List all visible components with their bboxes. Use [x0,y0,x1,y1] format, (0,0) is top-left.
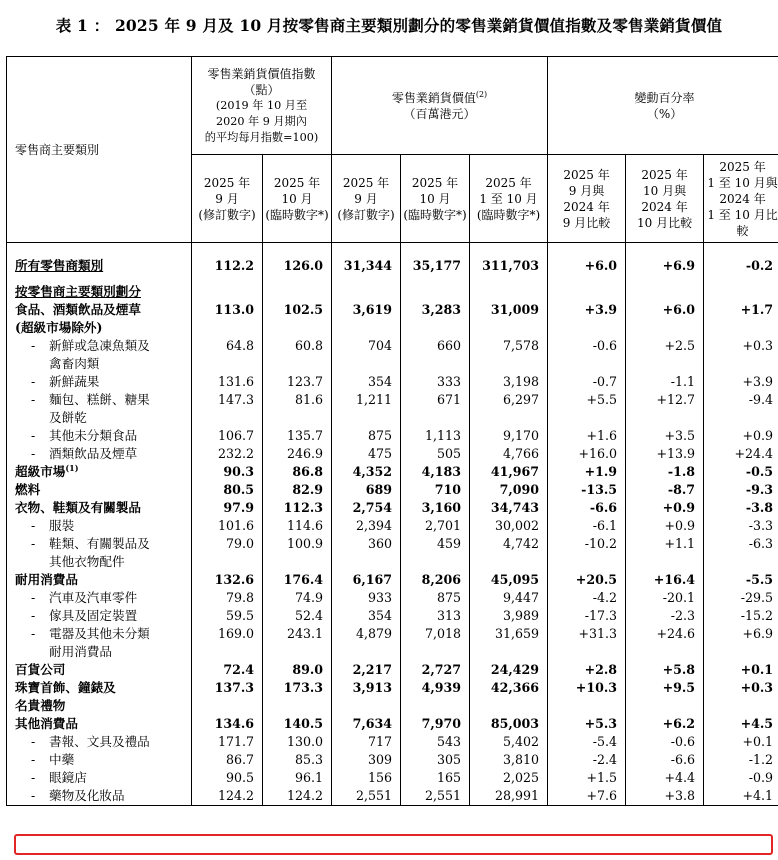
value-cell: -0.9 [704,769,778,787]
value-cell: -6.6 [626,751,704,769]
value-group-header: 零售業銷貨價值$^{(2)}$ （百萬港元） [332,57,548,155]
value-cell: 7,634 [332,715,401,733]
table-row [7,625,778,661]
row-label: 按零售商主要類別劃分 [7,283,192,301]
table-row [7,769,778,787]
value-cell: 7,090 [470,481,548,499]
value-cell: 140.5 [263,715,332,733]
value-cell: 2,727 [401,661,470,679]
value-cell: 4,879 [332,625,401,661]
value-cell: +5.8 [626,661,704,679]
row-label: - 傢具及固定裝置 [7,607,192,625]
table-row [7,283,778,301]
value-cell: +3.5 [626,427,704,445]
value-cell: 933 [332,589,401,607]
value-cell: 305 [401,751,470,769]
value-cell: 2,394 [332,517,401,535]
table-row [7,373,778,391]
value-cell: 4,742 [470,535,548,571]
table-row [7,535,778,571]
value-cell: 90.3 [192,463,263,481]
value-cell: 2,025 [470,769,548,787]
table-row [7,243,778,258]
value-cell: 60.8 [263,337,332,373]
column-header-7: 2025 年 10 月與 2024 年 10 月比較 [626,155,704,243]
empty-cell [7,275,192,283]
row-label: - 書報、文具及禮品 [7,733,192,751]
value-cell: 6,167 [332,571,401,589]
table-row [7,427,778,445]
row-label: - 新鮮或急凍魚類及 禽畜肉類 [7,337,192,373]
row-label: - 電器及其他未分類 耐用消費品 [7,625,192,661]
category-column-header: 零售商主要類別 [7,57,192,243]
value-cell: 106.7 [192,427,263,445]
value-cell: -29.5 [704,589,778,607]
value-cell: 232.2 [192,445,263,463]
value-cell: 124.2 [263,787,332,806]
table-row [7,337,778,373]
table-row [7,571,778,589]
value-cell: 4,183 [401,463,470,481]
value-cell: 45,095 [470,571,548,589]
value-cell: 2,551 [401,787,470,806]
value-cell: 9,447 [470,589,548,607]
empty-cell [626,275,704,283]
value-cell: 126.0 [263,257,332,275]
value-cell: -6.6 [548,499,626,517]
value-cell: +2.8 [548,661,626,679]
row-label: - 酒類飲品及煙草 [7,445,192,463]
value-cell: 660 [401,337,470,373]
value-cell: +0.3 [704,679,778,715]
value-cell: +20.5 [548,571,626,589]
value-cell: 2,551 [332,787,401,806]
value-cell: -0.6 [548,337,626,373]
column-header-3: 2025 年 9 月 (修訂數字) [332,155,401,243]
empty-cell [704,283,778,301]
value-cell: 169.0 [192,625,263,661]
retail-table-wrapper [6,56,778,806]
value-cell: 2,754 [332,499,401,517]
value-cell: 311,703 [470,257,548,275]
value-cell: +1.1 [626,535,704,571]
row-label: - 麵包、糕餅、糖果 及餅乾 [7,391,192,427]
value-cell: 717 [332,733,401,751]
table-row [7,301,778,337]
value-cell: 333 [401,373,470,391]
value-cell: 42,366 [470,679,548,715]
value-cell: +4.4 [626,769,704,787]
value-cell: 72.4 [192,661,263,679]
value-cell: +31.3 [548,625,626,661]
value-cell: 313 [401,607,470,625]
table-row [7,733,778,751]
empty-cell [332,283,401,301]
value-cell: +1.6 [548,427,626,445]
value-cell: 24,429 [470,661,548,679]
value-cell: 86.7 [192,751,263,769]
value-cell: -17.3 [548,607,626,625]
row-label: - 新鮮蔬果 [7,373,192,391]
index-group-header: 零售業銷貨價值指數 （點） (2019 年 10 月至 2020 年 9 月期內 的平均每月指數=100) [192,57,332,155]
empty-cell [548,243,626,258]
value-cell: 101.6 [192,517,263,535]
empty-cell [332,243,401,258]
value-cell: 59.5 [192,607,263,625]
value-cell: 3,810 [470,751,548,769]
value-cell: +10.3 [548,679,626,715]
empty-cell [626,283,704,301]
value-cell: 704 [332,337,401,373]
empty-cell [7,243,192,258]
value-cell: 165 [401,769,470,787]
column-header-1: 2025 年 9 月 (修訂數字) [192,155,263,243]
table-row [7,257,778,275]
row-label: 耐用消費品 [7,571,192,589]
value-cell: 171.7 [192,733,263,751]
value-cell: 3,989 [470,607,548,625]
value-cell: 96.1 [263,769,332,787]
value-cell: 124.2 [192,787,263,806]
empty-cell [192,275,263,283]
value-cell: +3.9 [704,373,778,391]
value-cell: 689 [332,481,401,499]
value-cell: +24.4 [704,445,778,463]
column-header-6: 2025 年 9 月與 2024 年 9 月比較 [548,155,626,243]
row-label: 食品、酒類飲品及煙草 (超級市場除外) [7,301,192,337]
table-row [7,715,778,733]
value-cell: -1.1 [626,373,704,391]
value-cell: 176.4 [263,571,332,589]
value-cell: -15.2 [704,607,778,625]
value-cell: 2,217 [332,661,401,679]
row-label: - 其他未分類食品 [7,427,192,445]
table-row [7,751,778,769]
empty-cell [263,283,332,301]
value-cell: 147.3 [192,391,263,427]
value-cell: 97.9 [192,499,263,517]
empty-cell [548,275,626,283]
value-cell: +16.4 [626,571,704,589]
value-cell: 100.9 [263,535,332,571]
value-cell: +0.1 [704,661,778,679]
value-cell: 475 [332,445,401,463]
value-cell: 102.5 [263,301,332,337]
value-cell: 309 [332,751,401,769]
value-cell: 354 [332,373,401,391]
table-row [7,463,778,481]
row-label: 其他消費品 [7,715,192,733]
row-label: 超級市場$^{(1)}$ [7,463,192,481]
value-cell: -13.5 [548,481,626,499]
value-cell: -9.3 [704,481,778,499]
column-header-4: 2025 年 10 月 (臨時數字*) [401,155,470,243]
value-cell: 671 [401,391,470,427]
value-cell: -0.6 [626,733,704,751]
value-cell: 135.7 [263,427,332,445]
value-cell: 6,297 [470,391,548,427]
value-cell: 360 [332,535,401,571]
empty-cell [401,283,470,301]
value-cell: 31,659 [470,625,548,661]
value-cell: 112.2 [192,257,263,275]
value-cell: 3,913 [332,679,401,715]
row-label: 珠寶首飾、鐘錶及 名貴禮物 [7,679,192,715]
row-label: 所有零售商類別 [7,257,192,275]
value-cell: 3,198 [470,373,548,391]
value-cell: 173.3 [263,679,332,715]
table-row [7,589,778,607]
row-label: - 汽車及汽車零件 [7,589,192,607]
value-cell: +0.3 [704,337,778,373]
empty-cell [401,243,470,258]
value-cell: -0.2 [704,257,778,275]
value-cell: 354 [332,607,401,625]
value-cell: 85.3 [263,751,332,769]
value-cell: 82.9 [263,481,332,499]
value-cell: +6.9 [626,257,704,275]
table-row [7,275,778,283]
empty-cell [263,243,332,258]
value-cell: 113.0 [192,301,263,337]
empty-cell [192,283,263,301]
value-cell: 74.9 [263,589,332,607]
value-cell: 81.6 [263,391,332,427]
value-cell: 710 [401,481,470,499]
value-cell: -4.2 [548,589,626,607]
column-header-8: 2025 年 1 至 10 月與 2024 年 1 至 10 月比較 [704,155,778,243]
value-cell: +4.5 [704,715,778,733]
value-cell: 1,113 [401,427,470,445]
value-cell: 31,344 [332,257,401,275]
value-cell: 875 [401,589,470,607]
empty-cell [263,275,332,283]
value-cell: 875 [332,427,401,445]
value-cell: +3.9 [548,301,626,337]
empty-cell [626,243,704,258]
value-cell: +1.5 [548,769,626,787]
table-row [7,679,778,715]
row-label: - 服裝 [7,517,192,535]
value-cell: 90.5 [192,769,263,787]
highlight-box [14,834,773,855]
table-row [7,499,778,517]
value-cell: 3,283 [401,301,470,337]
value-cell: +13.9 [626,445,704,463]
value-cell: 112.3 [263,499,332,517]
table-row [7,391,778,427]
value-cell: 89.0 [263,661,332,679]
value-cell: 41,967 [470,463,548,481]
value-cell: -3.3 [704,517,778,535]
value-cell: +0.9 [626,517,704,535]
empty-cell [470,243,548,258]
pct-group-header: 變動百分率 （%） [548,57,778,155]
retail-sales-table [6,56,778,806]
value-cell: -20.1 [626,589,704,607]
value-cell: 64.8 [192,337,263,373]
value-cell: 3,619 [332,301,401,337]
table-row [7,607,778,625]
value-cell: +3.8 [626,787,704,806]
value-cell: 34,743 [470,499,548,517]
value-cell: -0.5 [704,463,778,481]
value-cell: 7,970 [401,715,470,733]
value-cell: 30,002 [470,517,548,535]
value-cell: 35,177 [401,257,470,275]
value-cell: 7,578 [470,337,548,373]
value-cell: 1,211 [332,391,401,427]
empty-cell [704,275,778,283]
value-cell: 114.6 [263,517,332,535]
column-header-2: 2025 年 10 月 (臨時數字*) [263,155,332,243]
empty-cell [470,283,548,301]
value-cell: 7,018 [401,625,470,661]
value-cell: 79.0 [192,535,263,571]
value-cell: 80.5 [192,481,263,499]
table-row [7,661,778,679]
table-row [7,481,778,499]
value-cell: -6.3 [704,535,778,571]
table-row [7,445,778,463]
value-cell: +0.9 [704,427,778,445]
value-cell: 123.7 [263,373,332,391]
row-label: 百貨公司 [7,661,192,679]
empty-cell [401,275,470,283]
value-cell: +2.5 [626,337,704,373]
row-label: - 中藥 [7,751,192,769]
value-cell: 5,402 [470,733,548,751]
value-cell: 505 [401,445,470,463]
value-cell: 4,352 [332,463,401,481]
value-cell: +16.0 [548,445,626,463]
row-label: 衣物、鞋類及有關製品 [7,499,192,517]
value-cell: -10.2 [548,535,626,571]
value-cell: +6.9 [704,625,778,661]
row-label: - 眼鏡店 [7,769,192,787]
value-cell: -8.7 [626,481,704,499]
value-cell: +0.9 [626,499,704,517]
value-cell: -3.8 [704,499,778,517]
value-cell: 9,170 [470,427,548,445]
table-row [7,517,778,535]
value-cell: 2,701 [401,517,470,535]
value-cell: -9.4 [704,391,778,427]
value-cell: -2.3 [626,607,704,625]
table-row [7,787,778,806]
empty-cell [332,275,401,283]
value-cell: 85,003 [470,715,548,733]
value-cell: 4,939 [401,679,470,715]
value-cell: +7.6 [548,787,626,806]
value-cell: +1.7 [704,301,778,337]
row-label: 燃料 [7,481,192,499]
value-cell: -6.1 [548,517,626,535]
value-cell: 459 [401,535,470,571]
value-cell: 132.6 [192,571,263,589]
empty-cell [470,275,548,283]
empty-cell [548,283,626,301]
value-cell: -1.2 [704,751,778,769]
value-cell: 52.4 [263,607,332,625]
value-cell: +5.5 [548,391,626,427]
row-label: - 藥物及化妝品 [7,787,192,806]
value-cell: +0.1 [704,733,778,751]
value-cell: 243.1 [263,625,332,661]
value-cell: 28,991 [470,787,548,806]
value-cell: 543 [401,733,470,751]
table-title: 表 1 ： 2025 年 9 月及 10 月按零售商主要類別劃分的零售業銷貨價值指數及零售業銷貨價值 [55,16,723,35]
value-cell: +5.3 [548,715,626,733]
value-cell: 8,206 [401,571,470,589]
value-cell: +1.9 [548,463,626,481]
value-cell: -1.8 [626,463,704,481]
column-header-5: 2025 年 1 至 10 月 (臨時數字*) [470,155,548,243]
value-cell: 130.0 [263,733,332,751]
value-cell: -2.4 [548,751,626,769]
value-cell: -5.4 [548,733,626,751]
value-cell: +24.6 [626,625,704,661]
value-cell: 246.9 [263,445,332,463]
value-cell: +12.7 [626,391,704,427]
empty-cell [704,243,778,258]
value-cell: 79.8 [192,589,263,607]
row-label: - 鞋類、有關製品及 其他衣物配件 [7,535,192,571]
value-cell: 4,766 [470,445,548,463]
table-body [7,243,778,806]
value-cell: 134.6 [192,715,263,733]
value-cell: +6.2 [626,715,704,733]
empty-cell [192,243,263,258]
value-cell: -5.5 [704,571,778,589]
value-cell: +4.1 [704,787,778,806]
value-cell: 137.3 [192,679,263,715]
value-cell: 31,009 [470,301,548,337]
value-cell: 3,160 [401,499,470,517]
value-cell: +6.0 [626,301,704,337]
value-cell: 156 [332,769,401,787]
value-cell: +9.5 [626,679,704,715]
value-cell: 86.8 [263,463,332,481]
value-cell: +6.0 [548,257,626,275]
value-cell: 131.6 [192,373,263,391]
value-cell: -0.7 [548,373,626,391]
